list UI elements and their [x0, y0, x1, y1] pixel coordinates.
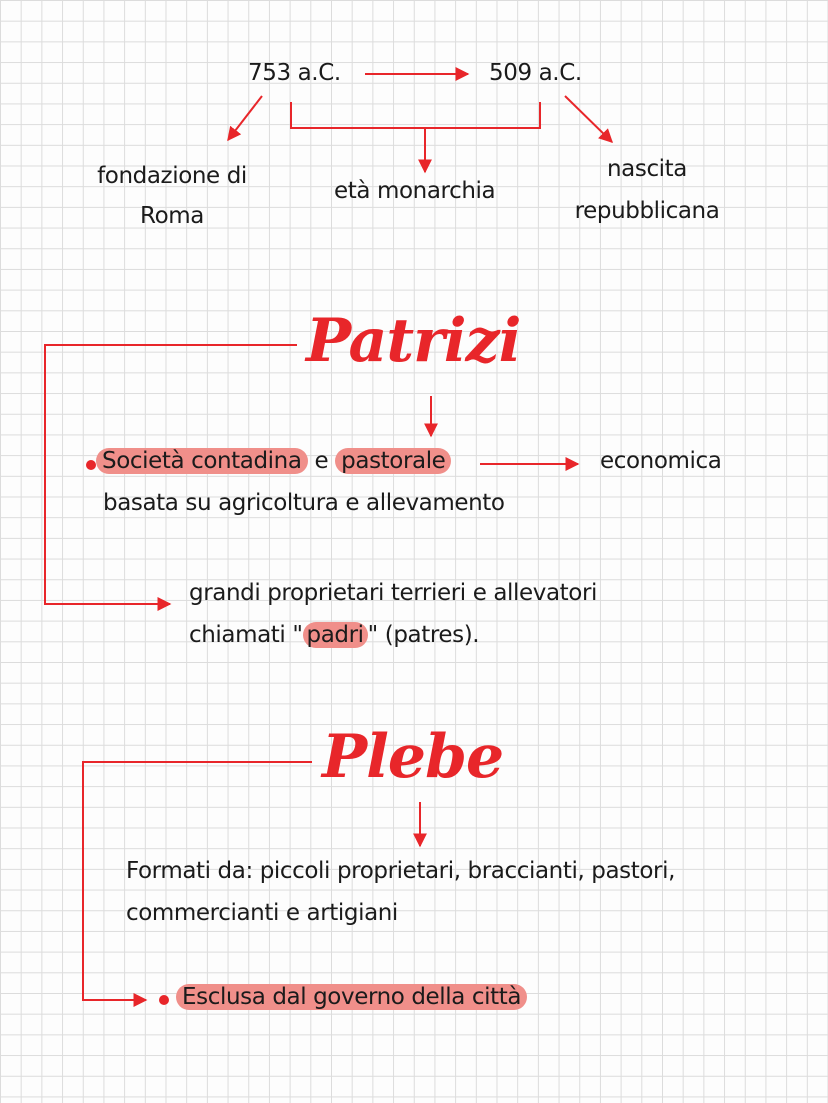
formed-line-1: Formati da: piccoli proprietari, braccianti, pastori, [126, 858, 676, 884]
owners-suffix: " (patres). [367, 622, 480, 648]
excluded-highlight: Esclusa dal governo della città [176, 984, 527, 1010]
start-event: fondazione di Roma [97, 163, 247, 229]
society-highlight-2: pastorale [335, 448, 451, 474]
start-event-arrow [228, 96, 262, 140]
owners-line-2 [189, 622, 479, 648]
start-year: 753 a.C. [248, 60, 341, 86]
society-and: e [314, 448, 329, 474]
patrizi-side-connector [45, 345, 297, 604]
period-bracket [291, 102, 540, 128]
end-event: nascita repubblicana [574, 156, 720, 224]
society-line-1 [96, 448, 451, 474]
period-label: età monarchia [334, 178, 496, 204]
patrizi-title: Patrizi [306, 306, 521, 376]
owners-highlight: padri [303, 622, 368, 648]
society-highlight-1: Società contadina [96, 448, 308, 474]
owners-prefix: chiamati " [189, 622, 303, 648]
society-bullet [86, 460, 96, 470]
formed-line-2: commercianti e artigiani [126, 900, 398, 926]
end-event-arrow [565, 96, 612, 142]
end-year: 509 a.C. [489, 60, 582, 86]
owners-line-1: grandi proprietari terrieri e allevatori [189, 580, 598, 606]
society-line-2: basata su agricoltura e allevamento [103, 490, 505, 516]
excluded-line [176, 984, 527, 1010]
plebe-title: Plebe [322, 722, 504, 792]
society-result: economica [600, 448, 722, 474]
excluded-bullet [159, 995, 169, 1005]
